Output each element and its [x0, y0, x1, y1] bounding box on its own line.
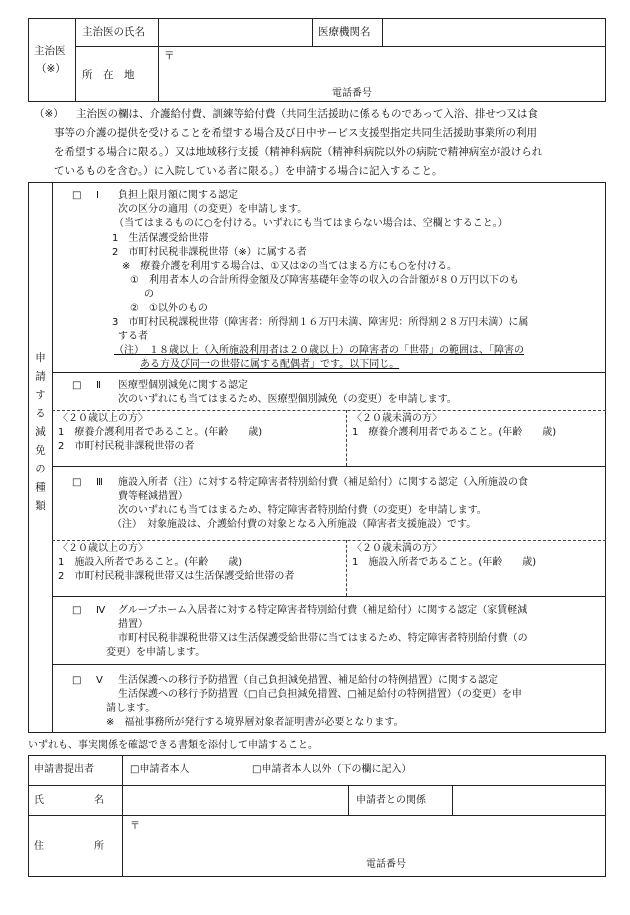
section3-checkbox[interactable]: □ [72, 477, 82, 488]
section3-right1: 1 施設入所者であること。(年齢 歳) [352, 557, 537, 568]
section1-line2: （当てはまるものに○を付ける。いずれにも当てはまらない場合は、空欄とすること。） [114, 218, 508, 229]
section1-sub2b: の [144, 289, 154, 300]
section1-item3b: する者 [118, 331, 148, 342]
section1-title: 負担上限月額に関する認定 [118, 190, 238, 201]
section1-sub1: ※ 療養介護を利用する場合は、①又は②の当てはまる方にも○を付ける。 [122, 261, 458, 272]
submitter-address-label: 住 所 [34, 841, 104, 852]
physician-address-label: 所 在 地 [82, 69, 135, 81]
section2-left1: 1 療養介護利用者であること。(年齢 歳) [58, 427, 263, 438]
section5-numeral: Ⅴ [96, 675, 103, 686]
section2-line1: 次のいずれにも当てはまるため、医療型個別減免（の変更）を申請します。 [118, 394, 457, 405]
section3-left2: 2 市町村民税非課税世帯又は生活保護受給世帯の者 [58, 571, 295, 582]
section3-title-a: 施設入所者（注）に対する特定障害者特別給付費（補足給付）に関する認定（入所施設の食 [118, 477, 528, 488]
section1-item3a: 3 市町村民税課税世帯（障害者：所得割１６万円未満、障害児：所得割２８万円未満）に属 [112, 317, 529, 328]
section1-numeral: Ⅰ [96, 190, 99, 201]
section4-numeral: Ⅳ [96, 605, 106, 616]
section1-checkbox[interactable]: □ [72, 190, 82, 201]
physician-label-line2: （※） [36, 63, 66, 75]
section1-item1: 1 生活保護受給世帯 [112, 233, 209, 244]
submitter-label: 申請書提出者 [34, 764, 94, 775]
section5-line2: 請します。 [106, 703, 156, 714]
submitter-name-label: 氏 名 [34, 795, 104, 806]
institution-field[interactable] [384, 20, 604, 44]
section1-line1: 次の区分の適用（の変更）を申請します。 [118, 204, 308, 215]
section2-left2: 2 市町村民税非課税世帯の者 [58, 441, 195, 452]
submitter-postal-mark: 〒 [130, 821, 140, 832]
section3-line2: （注） 対象施設は、介護給付費の対象となる入所施設（障害者支援施設）です。 [112, 519, 477, 530]
physician-label-line1: 主治医 [34, 45, 66, 57]
submitter-relation-label: 申請者との関係 [356, 795, 426, 806]
submitter-opt1-checkbox[interactable]: □申請者本人 [130, 764, 190, 775]
submitter-phone-label: 電話番号 [366, 859, 406, 870]
note-mark: （※） [34, 108, 64, 120]
reduction-type-label: 申請する減免の種類 [34, 352, 46, 519]
section1-sub2a: ① 利用者本人の合計所得金額及び障害基礎年金等の収入の合計額が８０万円以下のも [130, 275, 519, 286]
section3-line1: 次のいずれにも当てはまるため、特定障害者特別給付費（の変更）を申請します。 [118, 505, 487, 516]
section5-checkbox[interactable]: □ [72, 675, 82, 686]
section2-left-head: 〈２０歳以上の方〉 [58, 413, 148, 424]
section3-right-head: 〈２０歳未満の方〉 [352, 543, 442, 554]
note-line1: 主治医の欄は、介護給付費、訓練等給付費（共同生活援助に係るものであって入浴、排せつ又は食 [76, 108, 538, 120]
section4-line1: 市町村民税非課税世帯又は生活保護受給世帯に当てはまるため、特定障害者特別給付費（の [118, 633, 528, 644]
note-line3: を希望する場合に限る。）又は地域移行支援（精神科病院（精神科病院以外の病院で精神病室が設けられ [54, 146, 543, 158]
submitter-opt2-checkbox[interactable]: □申請者本人以外（下の欄に記入） [252, 764, 412, 775]
postal-mark: 〒 [164, 50, 175, 62]
section4-checkbox[interactable]: □ [72, 605, 82, 616]
submitter-relation-field[interactable] [454, 787, 604, 813]
section4-line2: 変更）を申請します。 [106, 647, 206, 658]
note-line4: ているものを含む。）に入院している者に限る。）を申請する場合に記入すること。 [54, 165, 443, 177]
section3-left-head: 〈２０歳以上の方〉 [58, 543, 148, 554]
section2-checkbox[interactable]: □ [72, 380, 82, 391]
section1-note-b: ある方及び同一の世帯に属する配偶者」です。以下同じ。 [140, 359, 400, 370]
section1-item2: 2 市町村民税非課税世帯（※）に属する者 [112, 247, 307, 258]
attach-note: いずれも、事実関係を確認できる書類を添付して申請すること。 [28, 740, 318, 751]
section3-left1: 1 施設入所者であること。(年齢 歳) [58, 557, 243, 568]
section4-title-b: 措置） [118, 619, 148, 630]
section3-title-b: 費等軽減措置） [118, 491, 188, 502]
section5-line1: 生活保護への移行予防措置（□自己負担減免措置、□補足給付の特例措置）（の変更）を申 [118, 689, 522, 700]
note-line2: 事等の介護の提供を受けることを希望する場合及び日中サービス支援型指定共同生活援助事業所の利用 [54, 127, 537, 139]
section1-sub3: ② ①以外のもの [130, 303, 208, 314]
physician-address-field[interactable] [176, 48, 604, 100]
section2-numeral: Ⅱ [96, 380, 101, 391]
section4-title-a: グループホーム入居者に対する特定障害者特別給付費（補足給付）に関する認定（家賃軽減 [118, 605, 528, 616]
physician-phone-label: 電話番号 [332, 88, 372, 99]
section2-title: 医療型個別減免に関する認定 [118, 380, 248, 391]
section1-note-a: （注） １８歳以上（入所施設利用者は２０歳以上）の障害者の「世帯」の範囲は、「障害の [114, 345, 524, 356]
section2-right1: 1 療養介護利用者であること。(年齢 歳) [352, 427, 557, 438]
physician-name-label: 主治医の氏名 [82, 26, 145, 38]
physician-name-field[interactable] [160, 20, 310, 44]
submitter-name-field[interactable] [124, 787, 346, 813]
section5-title: 生活保護への移行予防措置（自己負担減免措置、補足給付の特例措置）に関する認定 [118, 675, 498, 686]
institution-label: 医療機関名 [318, 26, 371, 38]
section3-numeral: Ⅲ [96, 477, 103, 488]
section2-right-head: 〈２０歳未満の方〉 [352, 413, 442, 424]
section5-line3: ※ 福祉事務所が発行する境界層対象者証明書が必要となります。 [106, 717, 404, 728]
